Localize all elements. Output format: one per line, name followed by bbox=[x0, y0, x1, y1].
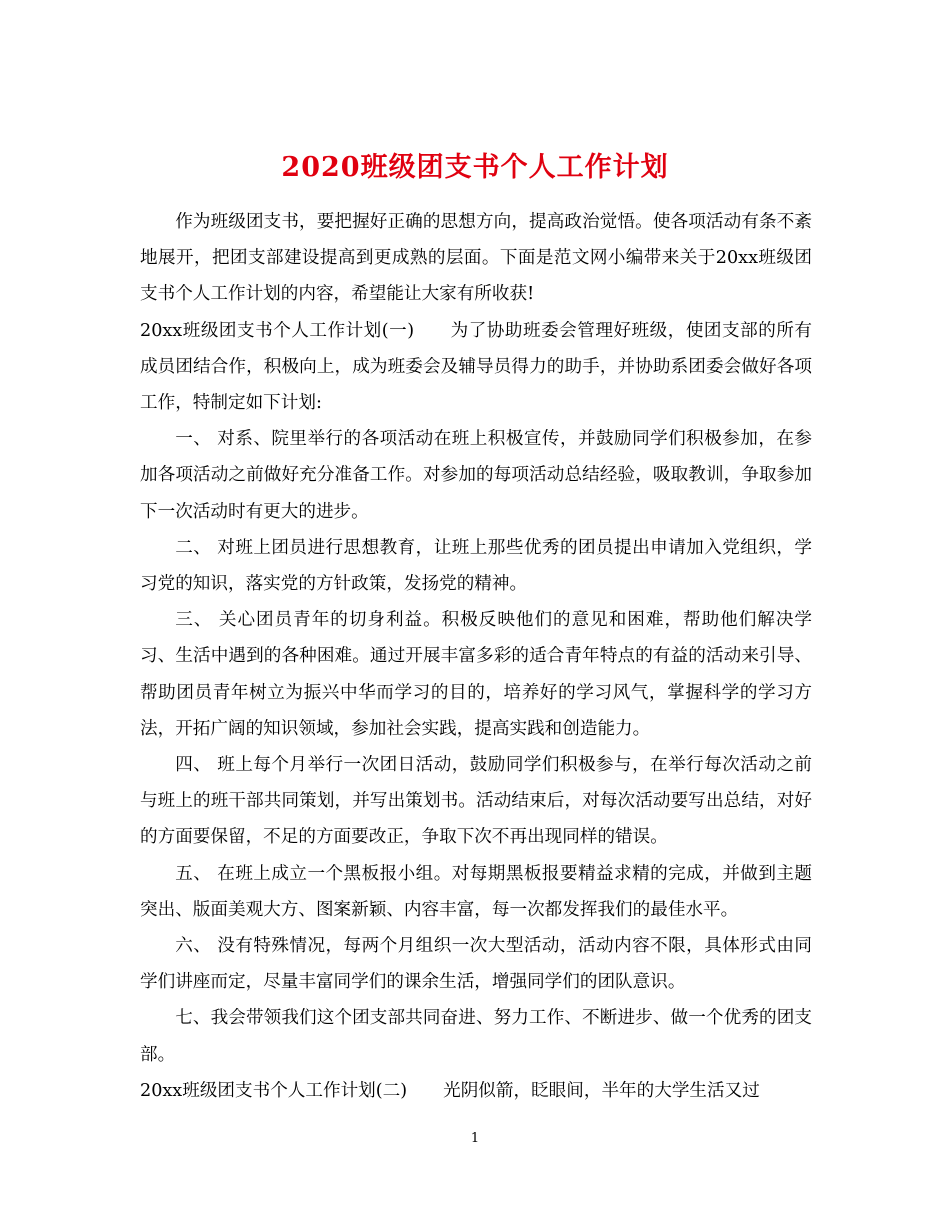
document-body bbox=[140, 204, 812, 1109]
section-two-paragraph bbox=[140, 1073, 812, 1109]
section-one-paragraph bbox=[140, 313, 812, 422]
section-heading-two: 20xx班级团支书个人工作计划(二) bbox=[140, 1080, 408, 1101]
page-number: 1 bbox=[470, 1131, 480, 1146]
section-heading-one: 20xx班级团支书个人工作计划(一) bbox=[140, 320, 415, 341]
document-title: 2020班级团支书个人工作计划 bbox=[281, 152, 669, 184]
plan-item-two: 二、 对班上团员进行思想教育，让班上那些优秀的团员提出申请加入党组织，学习党的知识，落实党的方针政策，发扬党的精神。 bbox=[140, 537, 812, 595]
section-two-intro: 光阴似箭，眨眼间，半年的大学生活又过 bbox=[443, 1080, 760, 1101]
plan-item-seven: 七、我会带领我们这个团支部共同奋进、努力工作、不断进步、做一个优秀的团支部。 bbox=[140, 1008, 812, 1065]
plan-item-three: 三、 关心团员青年的切身利益。积极反映他们的意见和困难，帮助他们解决学习、生活中遇到的各种困难。通过开展丰富多彩的适合青年特点的有益的活动来引导、帮助团员青年树立为振兴中华而学习的目的，培养好的学习风气，掌握科学的学习方法，开拓广阔的知识领域，参加社会实践，提高实践和创造能力。 bbox=[140, 610, 812, 739]
plan-item-one: 一、 对系、院里举行的各项活动在班上积极宣传，并鼓励同学们积极参加，在参加各项活动之前做好充分准备工作。对参加的每项活动总结经验，吸取教训，争取参加下一次活动时有更大的进步。 bbox=[140, 429, 812, 522]
plan-item-six: 六、 没有特殊情况，每两个月组织一次大型活动，活动内容不限，具体形式由同学们讲座而定，尽量丰富同学们的课余生活，增强同学们的团队意识。 bbox=[140, 936, 812, 993]
section-one-intro: 为了协助班委会管理好班级，使团支部的所有成员团结合作，积极向上，成为班委会及辅导员得力的助手，并协助系团委会做好各项工作，特制定如下计划: bbox=[140, 320, 812, 414]
plan-item-four: 四、 班上每个月举行一次团日活动，鼓励同学们积极参与，在举行每次活动之前与班上的班干部共同策划，并写出策划书。活动结束后，对每次活动要写出总结，对好的方面要保留，不足的方面要改正，争取下次不再出现同样的错误。 bbox=[140, 755, 812, 848]
plan-item-five: 五、 在班上成立一个黑板报小组。对每期黑板报要精益求精的完成，并做到主题突出、版面美观大方、图案新颖、内容丰富，每一次都发挥我们的最佳水平。 bbox=[140, 863, 812, 920]
intro-paragraph: 作为班级团支书，要把握好正确的思想方向，提高政治觉悟。使各项活动有条不紊地展开，把团支部建设提高到更成熟的层面。下面是范文网小编带来关于20xx班级团支书个人工作计划的内容，希望能让大家有所收获! bbox=[140, 212, 812, 305]
